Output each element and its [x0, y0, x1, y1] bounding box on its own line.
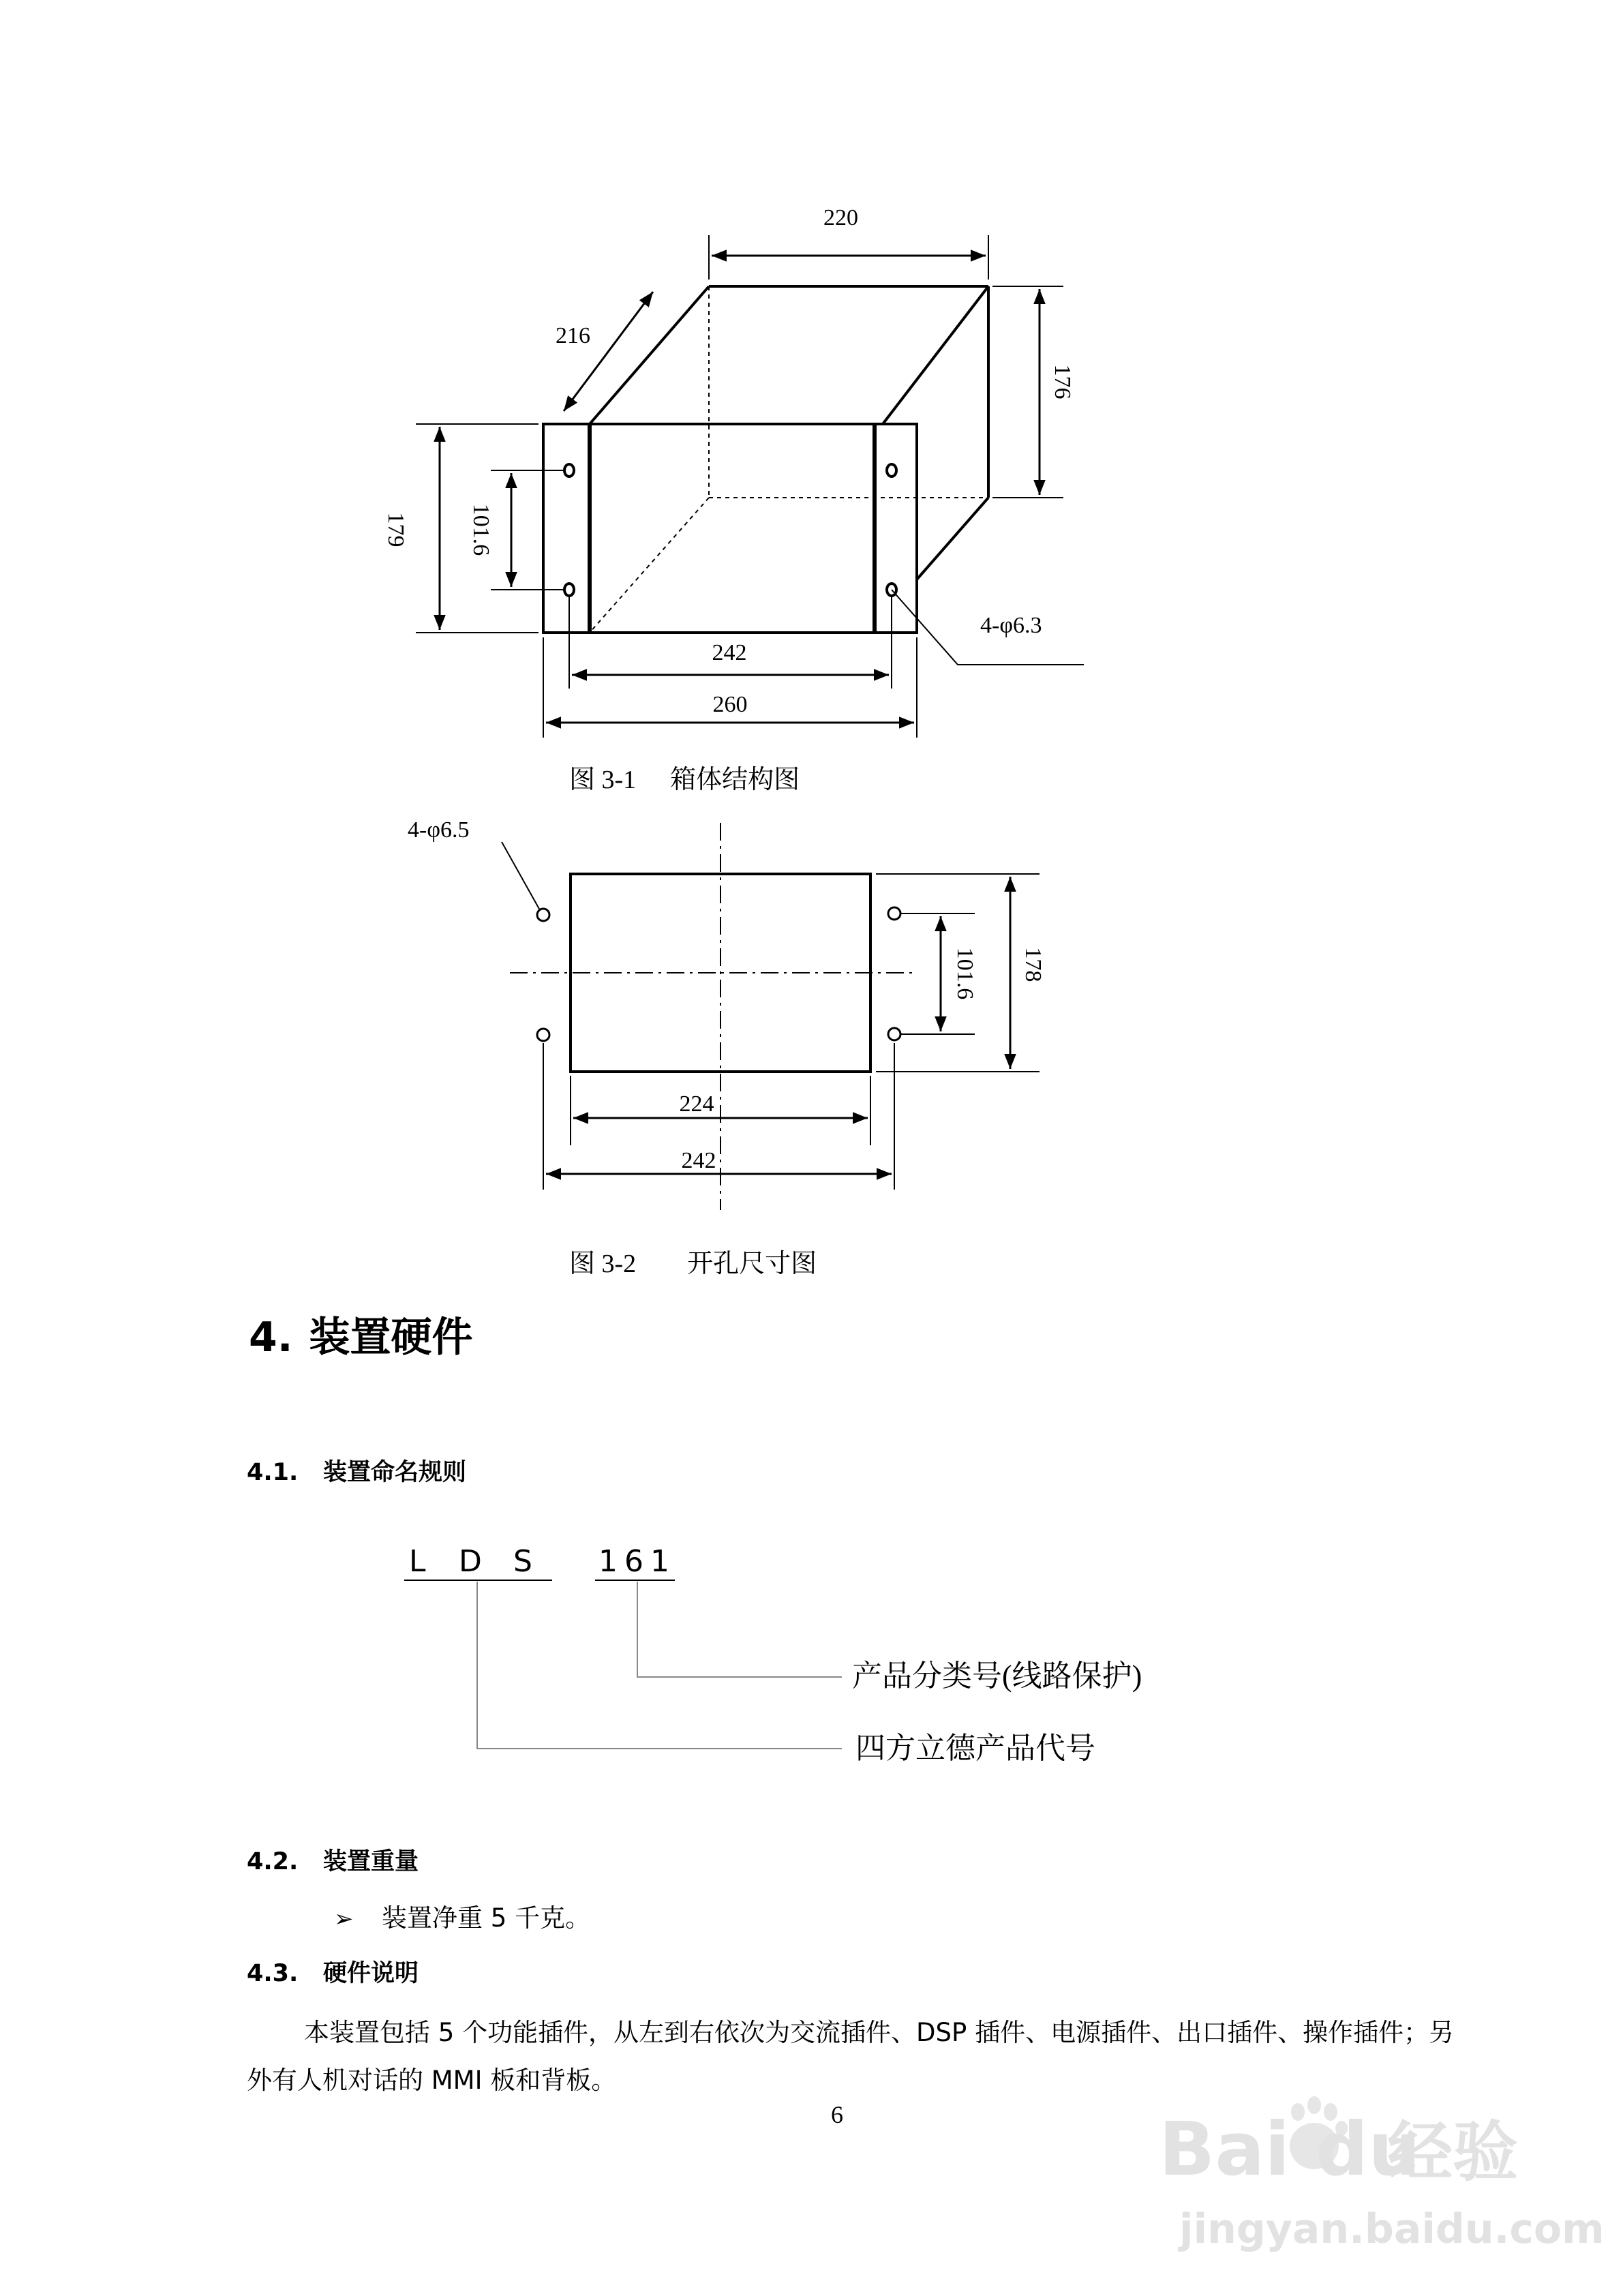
- label-company-code: 四方立德产品代号: [855, 1732, 1095, 1765]
- figure-3-1-caption-number: 图 3-1: [569, 766, 637, 794]
- dim-label-216: 216: [556, 323, 590, 348]
- dim-label-101-6-fig2: 101.6: [952, 947, 977, 1000]
- section-4-1-title: 装置命名规则: [323, 1459, 467, 1486]
- section-4-2-title: 装置重量: [323, 1848, 419, 1875]
- section-4-2-number: 4.2.: [247, 1848, 299, 1875]
- dim-label-224: 224: [679, 1091, 714, 1117]
- watermark-url: jingyan.baidu.com: [1179, 2205, 1605, 2253]
- watermark-brand: Bai du: [1159, 2107, 1421, 2192]
- name-number: 161: [598, 1544, 676, 1579]
- naming-rule-diagram: [404, 1544, 1142, 1765]
- figure-3-2-caption: [569, 1242, 817, 1280]
- section-4-number: 4.: [249, 1314, 293, 1361]
- dim-label-179: 179: [383, 512, 408, 547]
- hardware-description-paragraph: 本装置包括 5 个功能插件，从左到右依次为交流插件、DSP 插件、电源插件、出口插件、操作插件；另外有人机对话的 MMI 板和背板。: [247, 2018, 1455, 2095]
- page-number: 6: [831, 2101, 843, 2128]
- figure-3-1-caption: [569, 758, 800, 796]
- dim-label-176: 176: [1050, 364, 1075, 399]
- dim-label-242-fig1: 242: [712, 640, 747, 665]
- label-product-class: 产品分类号(线路保护): [852, 1659, 1142, 1693]
- name-letter-d: D: [459, 1544, 482, 1579]
- section-4-2-heading: [247, 1843, 419, 1877]
- name-letter-s: S: [513, 1544, 532, 1579]
- figure-3-2-dimension-labels: [408, 817, 1046, 1173]
- figure-3-1-dimension-labels: [383, 205, 1075, 717]
- section-4-3-number: 4.3.: [247, 1960, 299, 1987]
- figure-3-2-dimension-lines: [543, 874, 1040, 1190]
- dim-label-178: 178: [1020, 947, 1046, 982]
- section-4-title: 装置硬件: [309, 1314, 473, 1361]
- dim-label-220: 220: [823, 205, 858, 230]
- name-letter-l: L: [409, 1544, 426, 1579]
- section-4-1-heading: [247, 1453, 466, 1487]
- hole-note-6-5: 4-φ6.5: [408, 817, 470, 843]
- arrow-bullet-icon: ➢: [334, 1905, 354, 1933]
- figure-3-1-box-drawing: [543, 286, 1084, 665]
- figure-3-2-caption-number: 图 3-2: [569, 1250, 637, 1278]
- section-4-1-number: 4.1.: [247, 1459, 299, 1486]
- dim-label-101-6-fig1: 101.6: [468, 503, 494, 556]
- section-4-3-title: 硬件说明: [323, 1960, 419, 1987]
- hole-note-6-3: 4-φ6.3: [980, 613, 1042, 638]
- dim-label-242-fig2: 242: [681, 1148, 716, 1173]
- figure-3-2-caption-text: 开孔尺寸图: [687, 1250, 817, 1278]
- baidu-watermark: [1152, 2072, 1605, 2277]
- figure-3-1-caption-text: 箱体结构图: [670, 766, 800, 794]
- weight-bullet-item: [334, 1897, 590, 1934]
- section-4-heading: [249, 1305, 473, 1363]
- dim-label-260: 260: [712, 692, 748, 717]
- weight-bullet-text: 装置净重 5 千克。: [382, 1903, 591, 1933]
- watermark-product: 经验: [1387, 2114, 1518, 2190]
- section-4-3-heading: [247, 1954, 419, 1989]
